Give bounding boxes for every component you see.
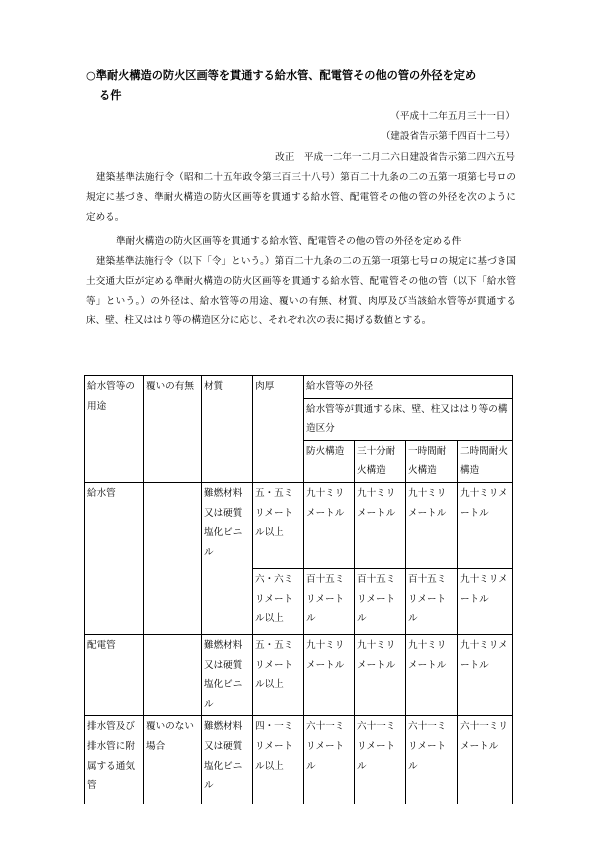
header-structure: 給水管等が貫通する床、壁、柱又ははり等の構造区分 xyxy=(304,398,513,440)
cell-thickness: 五・五ミリメートル以上 xyxy=(253,634,304,715)
header-fireproof: 防火構造 xyxy=(304,440,355,482)
cell-value: 九十ミリメートル xyxy=(458,482,513,568)
cell-use: 排水管及び排水管に附属する通気管 xyxy=(85,716,144,805)
body-paragraph: 建築基準法施行令（以下「令」という。）第百二十九条の二の五第一項第七号ロの規定に基づき国土交通大臣が定める準耐火構造の防火区画等を貫通する給水管、配電管その他の管（以下「給水管等」という。）の外径は、給水管等の用途、覆いの有無、材質、肉厚及び当該給水管等が貫通する床、壁、柱又ははり等の構造区分に応じ、それぞれ次の表に掲げる数値とする。 xyxy=(86,256,516,327)
header-1hour: 一時間耐火構造 xyxy=(406,440,458,482)
cell-value: 六十一ミリメートル xyxy=(458,716,513,805)
issue-date: （平成十二年五月三十一日） xyxy=(390,111,515,122)
document-title xyxy=(86,66,526,106)
header-thickness: 肉厚 xyxy=(253,376,304,483)
title-line-1: ○準耐火構造の防火区画等を貫通する給水管、配電管その他の管の外径を定め xyxy=(86,69,477,82)
table-row xyxy=(85,716,513,805)
cell-value: 百十五ミリメートル xyxy=(355,569,406,635)
table-row xyxy=(85,482,513,568)
header-2hour: 二時間耐火構造 xyxy=(458,440,513,482)
cell-value: 六十一ミリメートル xyxy=(406,716,458,805)
header-material: 材質 xyxy=(202,376,253,483)
cell-value: 九十ミリメートル xyxy=(406,634,458,715)
table-row xyxy=(85,634,513,715)
cell-value: 九十ミリメートル xyxy=(304,634,355,715)
cell-value: 九十ミリメートル xyxy=(355,634,406,715)
cell-value: 六十一ミリメートル xyxy=(355,716,406,805)
cell-value: 九十ミリメートル xyxy=(355,482,406,568)
cell-thickness: 五・五ミリメートル以上 xyxy=(253,482,304,568)
cell-cover: 覆いのない場合 xyxy=(144,716,202,805)
cell-value: 九十ミリメートル xyxy=(406,482,458,568)
revision-note: 改正 平成一二年一二月二六日建設省告示第二四六五号 xyxy=(275,152,515,163)
cell-value: 九十ミリメートル xyxy=(304,482,355,568)
cell-thickness: 六・六ミリメートル以上 xyxy=(253,569,304,635)
cell-material xyxy=(202,569,253,635)
section-heading: 準耐火構造の防火区画等を貫通する給水管、配電管その他の管の外径を定める件 xyxy=(116,236,462,247)
pipe-diameter-table xyxy=(84,375,513,804)
cell-value: 九十ミリメートル xyxy=(458,569,513,635)
cell-use: 配電管 xyxy=(85,634,144,715)
cell-value: 百十五ミリメートル xyxy=(406,569,458,635)
table-header-row xyxy=(85,376,513,399)
notice-number: （建設省告示第千四百十二号） xyxy=(380,131,515,142)
preamble-paragraph: 建築基準法施行令（昭和二十五年政令第三百三十八号）第百二十九条の二の五第一項第七号ロの規定に基づき、準耐火構造の防火区画等を貫通する給水管、配電管その他の管の外径を次のように定める。 xyxy=(86,172,516,223)
cell-material: 難燃材料又は硬質塩化ビニル xyxy=(202,482,253,568)
header-cover: 覆いの有無 xyxy=(144,376,202,483)
header-use: 給水管等の用途 xyxy=(85,376,144,483)
header-30min: 三十分耐火構造 xyxy=(355,440,406,482)
cell-thickness: 四・一ミリメートル以上 xyxy=(253,716,304,805)
header-outer-diameter: 給水管等の外径 xyxy=(304,376,513,399)
cell-cover xyxy=(144,634,202,715)
cell-value: 六十一ミリメートル xyxy=(304,716,355,805)
cell-material: 難燃材料又は硬質塩化ビニル xyxy=(202,716,253,805)
cell-value: 百十五ミリメートル xyxy=(304,569,355,635)
cell-cover xyxy=(144,482,202,634)
cell-material: 難燃材料又は硬質塩化ビニル xyxy=(202,634,253,715)
cell-value: 九十ミリメートル xyxy=(458,634,513,715)
cell-use: 給水管 xyxy=(85,482,144,634)
title-line-2: る件 xyxy=(99,89,122,102)
